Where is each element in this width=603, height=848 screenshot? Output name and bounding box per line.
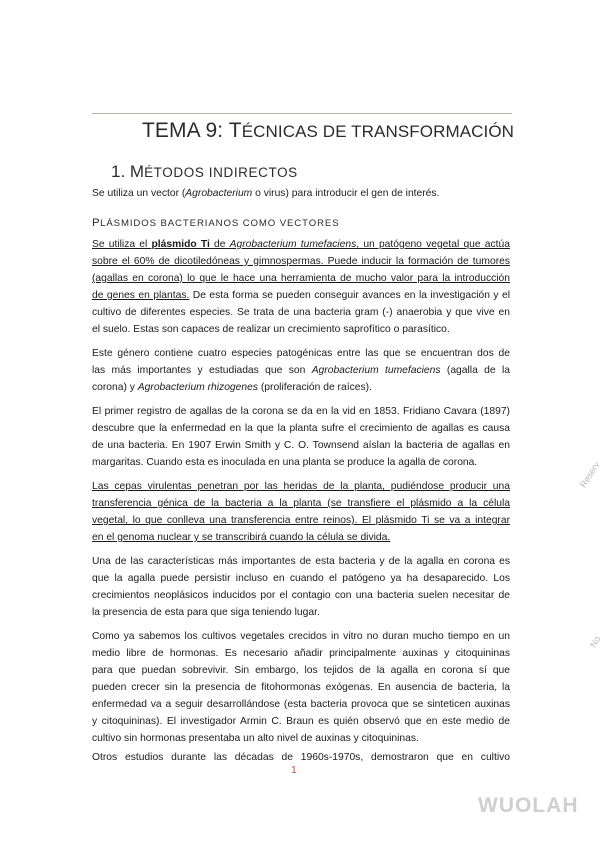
paragraph-4: Las cepas virulentas penetran por las heridas de la planta, pudiéndose producir una transferencia génica de la bacteria a la planta (se transfiere el plásmido a la célula vegetal, lo que conlleva una transferencia entre reinos). El plásmido Ti se va a integrar en el genoma nuclear y se transcribirá cuando la célula se divida.	[92, 481, 510, 543]
paragraph-5: Una de las características más importantes de esta bacteria y de la agalla en corona es que la agalla puede persistir incluso en cuando el patógeno ya ha desaparecido. Los crecimientos neoplásicos inducidos por el contagio con una bacteria suelen necesitar de la presencia de esta para que siga teniendo lugar.	[92, 556, 510, 618]
watermark-side-text-2: No	[588, 634, 603, 650]
section-heading: 1. MÉTODOS INDIRECTOS	[111, 162, 298, 181]
paragraph-6: Como ya sabemos los cultivos vegetales crecidos in vitro no duran mucho tiempo en un medio libre de hormonas. Es necesario añadir principalmente auxinas y citoquininas para que puedan sobrevivir. Sin embargo, los tejidos de la agalla en corona sí que pueden crecer sin la presencia de fitohormonas exógenas. En ausencia de bacteria, la enfermedad va a seguir desarrollándose (esta bacteria provoca que se sinteticen auxinas y citoquininas). El investigador Armin C. Braun es quién observó que en este medio de cultivo sin hormonas presentaba un alto nivel de auxinas y citoquininas.	[92, 631, 510, 744]
header-rule	[92, 113, 512, 114]
wuolah-logo: WUOLAH	[478, 794, 579, 817]
subsection-heading: PLÁSMIDOS BACTERIANOS COMO VECTORES	[92, 217, 340, 229]
paragraph-7: Otros estudios durante las décadas de 1960s-1970s, demostraron que en cultivo	[92, 752, 510, 763]
intro-paragraph: Se utiliza un vector (Agrobacterium o virus) para introducir el gen de interés.	[92, 188, 440, 199]
page-number: 1	[291, 764, 297, 776]
paragraph-2: Este género contiene cuatro especies patogénicas entre las que se encuentran dos de las más importantes y estudiadas que son Agrobacterium tumefaciens (agalla de la corona) y Agrobacterium rhizogenes (proliferación de raíces).	[92, 348, 510, 393]
page-title: TEMA 9: TÉCNICAS DE TRANSFORMACIÓN	[142, 119, 515, 142]
watermark-side-text: Reserv	[578, 459, 602, 490]
paragraph-3: El primer registro de agallas de la corona se da en la vid en 1853. Fridiano Cavara (1897) descubre que la enfermedad en la que la planta sufre el crecimiento de agallas es causa de una bacteria. En 1907 Erwin Smith y C. O. Townsend aíslan la bacteria de agallas en margaritas. Cuando esta es inoculada en una planta se produce la agalla de corona.	[92, 406, 510, 468]
paragraph-1: Se utiliza el plásmido Ti de Agrobacterium tumefaciens, un patógeno vegetal que actúa sobre el 60% de dicotiledóneas y gimnospermas. Puede inducir la formación de tumores (agallas en corona) lo que le hace una herramienta de mucho valor para la introducción de genes en plantas. De esta forma se pueden conseguir avances en la investigación y el cultivo de diferentes especies. Se trata de una bacteria gram (-) anaerobia y que vive en el suelo. Estas son capaces de realizar un crecimiento saprofítico o parasítico.	[92, 239, 511, 335]
